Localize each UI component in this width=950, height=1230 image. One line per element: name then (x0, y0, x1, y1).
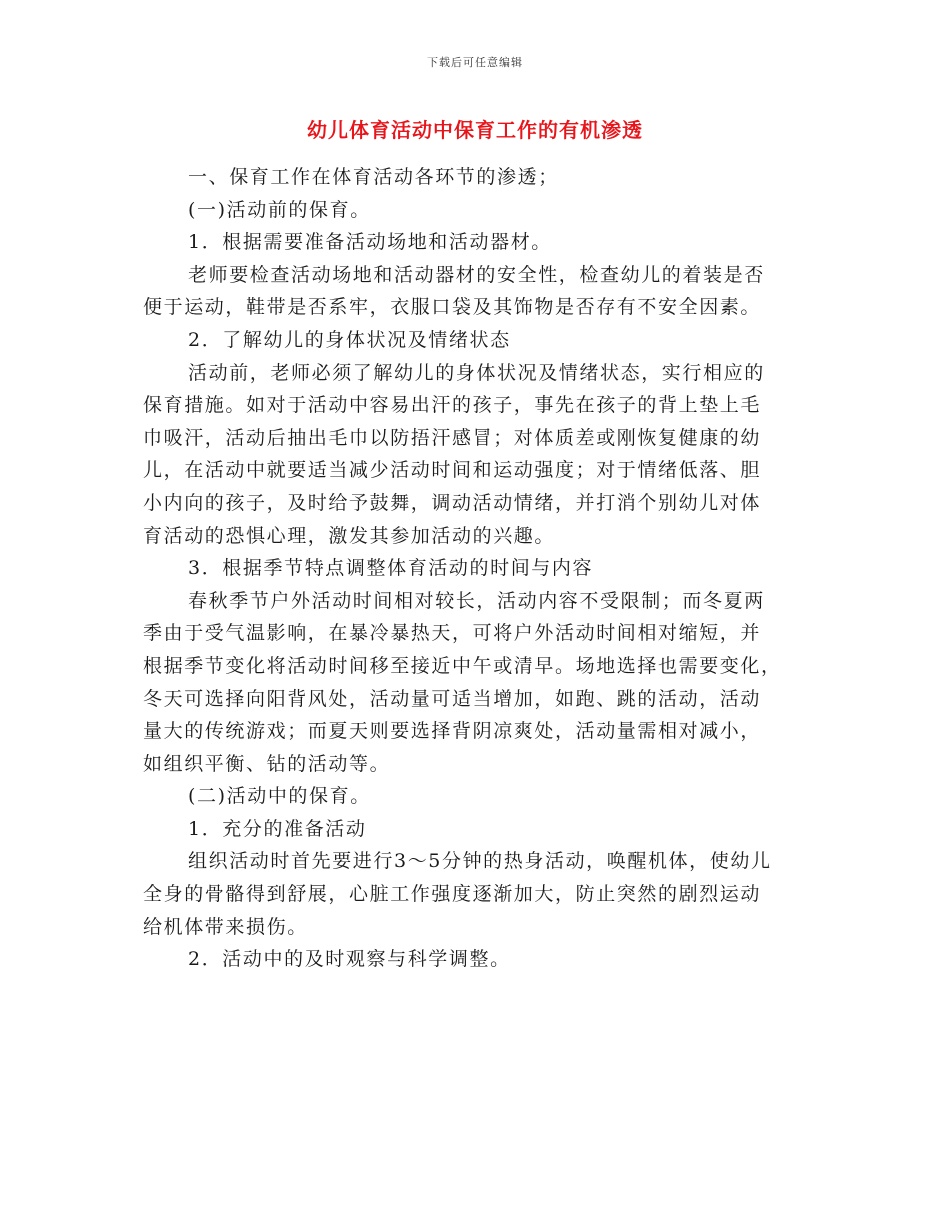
document-title: 幼儿体育活动中保育工作的有机渗透 (307, 118, 643, 142)
text-line: 冬天可选择向阳背风处，活动量可适当增加，如跑、跳的活动，活动 (143, 687, 762, 710)
text-line: (二)活动中的保育。 (188, 785, 371, 808)
text-line: 2．了解幼儿的身体状况及情绪状态 (188, 328, 511, 351)
text-line: 一、保育工作在体育活动各环节的渗透； (188, 166, 559, 188)
text-line: 全身的骨骼得到舒展，心脏工作强度逐渐加大，防止突然的剧烈运动 (143, 883, 762, 906)
text-line: 给机体带来损伤。 (143, 915, 308, 938)
text-line: 巾吸汗，活动后抽出毛巾以防捂汗感冒；对体质差或刚恢复健康的幼 (143, 426, 762, 449)
text-line: 2．活动中的及时观察与科学调整。 (188, 948, 511, 971)
text-line: 老师要检查活动场地和活动器材的安全性，检查幼儿的着装是否 (188, 263, 765, 286)
text-line: 便于运动，鞋带是否系牢，衣服口袋及其饰物是否存有不安全因素。 (143, 296, 762, 319)
text-line: 儿，在活动中就要适当减少活动时间和运动强度；对于情绪低落、胆 (143, 459, 762, 482)
text-line: 1．根据需要准备活动场地和活动器材。 (188, 231, 552, 254)
text-line: 春秋季节户外活动时间相对较长，活动内容不受限制；而冬夏两 (188, 589, 765, 612)
text-line: 季由于受气温影响，在暴冷暴热天，可将户外活动时间相对缩短，并 (143, 622, 762, 645)
text-line: 根据季节变化将活动时间移至接近中午或清早。场地选择也需要变化， (143, 654, 782, 677)
text-line: 1．充分的准备活动 (188, 817, 367, 840)
text-line: 保育措施。如对于活动中容易出汗的孩子，事先在孩子的背上垫上毛 (143, 394, 762, 417)
text-line: 如组织平衡、钻的活动等。 (143, 752, 391, 775)
document-body (143, 161, 808, 976)
text-line: 活动前，老师必须了解幼儿的身体状况及情绪状态，实行相应的 (188, 361, 765, 384)
header-note: 下载后可任意编辑 (427, 56, 523, 69)
text-line: 小内向的孩子，及时给予鼓舞，调动活动情绪，并打消个别幼儿对体 (143, 491, 762, 514)
text-line: 量大的传统游戏；而夏天则要选择背阴凉爽处，活动量需相对减小， (143, 720, 762, 743)
text-line: 育活动的恐惧心理，激发其参加活动的兴趣。 (143, 524, 556, 547)
text-line: 组织活动时首先要进行3～5分钟的热身活动，唤醒机体，使幼儿 (188, 850, 772, 873)
text-line: 3．根据季节特点调整体育活动的时间与内容 (188, 557, 594, 580)
text-line: (一)活动前的保育。 (188, 198, 371, 221)
